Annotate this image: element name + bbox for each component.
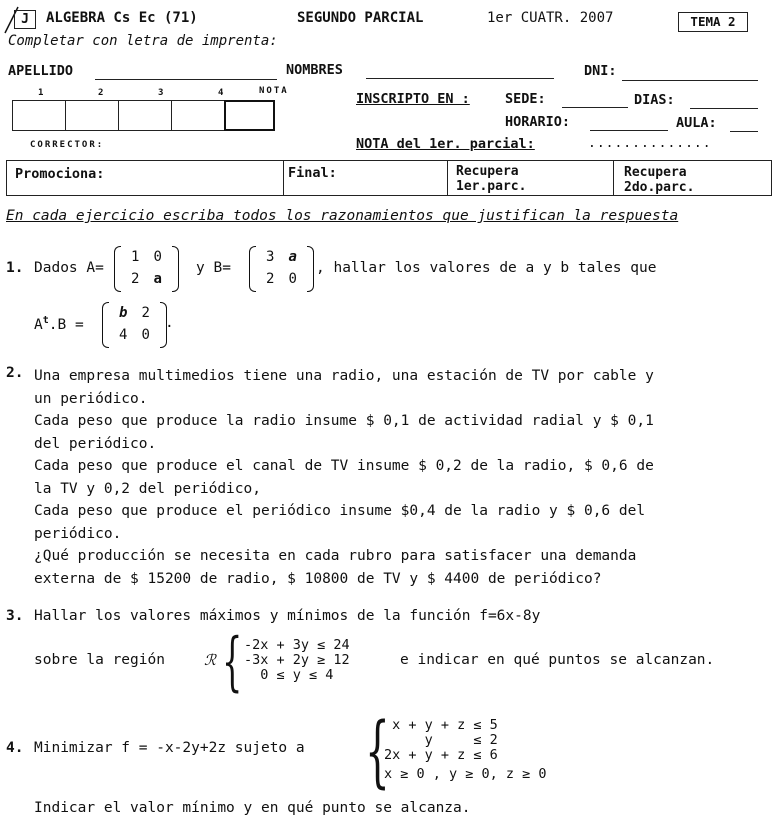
- recupera1-sublabel: 1er.parc.: [456, 179, 527, 194]
- exercise-1-text-y: y B=: [196, 260, 231, 276]
- constraint-system: [384, 718, 547, 782]
- recupera1-label: Recupera: [456, 164, 519, 179]
- status-divider: [283, 161, 284, 195]
- exercise-1-lhs: $A^t.B$ =: [34, 315, 84, 333]
- exercise-1-number: 1.: [6, 260, 24, 276]
- recupera2-label: Recupera: [624, 165, 687, 180]
- form-instruction: Completar con letra de imprenta:: [8, 33, 278, 49]
- grid-label-3: 3: [158, 88, 166, 98]
- matrix-a: 1 0 2 a: [114, 246, 179, 290]
- inscripto-label: INSCRIPTO EN :: [356, 91, 470, 107]
- region-symbol: ℛ: [204, 651, 216, 669]
- exercise-2-text: [34, 365, 654, 590]
- exercise-1-text-b: , hallar los valores de a y b tales que: [316, 260, 657, 276]
- exercise-2-line: ¿Qué producción se necesita en cada rubro para satisfacer una demanda: [34, 548, 637, 564]
- exercise-2-line: un periódico.: [34, 390, 148, 407]
- exercise-2-line: Cada peso que produce el canal de TV insume $ 0,2 de la radio, $ 0,6 de: [34, 458, 654, 474]
- matrix-b: 3 a 2 0: [249, 246, 314, 290]
- course-title: ALGEBRA Cs Ec (71): [46, 10, 198, 26]
- exam-title: SEGUNDO PARCIAL: [297, 10, 424, 26]
- nombres-field[interactable]: [366, 78, 554, 79]
- status-divider: [447, 161, 448, 195]
- exercise-3-number: 3.: [6, 608, 24, 624]
- grid-label-1: 1: [38, 88, 46, 98]
- exercise-3-tail: e indicar en qué puntos se alcanzan.: [400, 652, 715, 668]
- exercise-2-line: externa de $ 15200 de radio, $ 10800 de TV y $ 4400 de periódico?: [34, 570, 602, 587]
- nota-parcial-field[interactable]: ..............: [588, 136, 712, 151]
- exercise-3-text: Hallar los valores máximos y mínimos de la función f=6x-8y: [34, 608, 541, 624]
- constraint: 0 ≤ y ≤ 4: [244, 667, 334, 683]
- status-divider: [613, 161, 614, 195]
- exercise-2-line: periódico.: [34, 525, 122, 542]
- exercise-4-tail: Indicar el valor mínimo y en qué punto se alcanza.: [34, 800, 471, 816]
- constraint: y ≤ 2: [384, 732, 498, 748]
- dias-field[interactable]: [690, 108, 758, 109]
- exercise-1-text: Dados A=: [34, 260, 104, 276]
- promociona-label: Promociona:: [15, 166, 105, 182]
- grade-grid: [12, 100, 274, 132]
- exercise-2-line: Una empresa multimedios tiene una radio, una estación de TV por cable y: [34, 368, 654, 384]
- aula-label: AULA:: [676, 115, 717, 131]
- status-box: [6, 160, 772, 196]
- nota-parcial-label: NOTA del 1er. parcial:: [356, 136, 535, 152]
- sede-field[interactable]: [562, 107, 628, 108]
- dni-label: DNI:: [584, 63, 617, 79]
- exercise-4-text: Minimizar f = -x-2y+2z sujeto a: [34, 740, 305, 756]
- exercise-4-number: 4.: [6, 740, 24, 756]
- region-brace: {: [222, 625, 243, 699]
- constraint: -3x + 2y ≥ 12: [244, 652, 350, 668]
- nombres-label: NOMBRES: [286, 62, 343, 78]
- dias-label: DIAS:: [634, 92, 675, 108]
- apellido-label: APELLIDO: [8, 63, 74, 79]
- corrector-label: CORRECTOR:: [30, 140, 105, 150]
- constraint: -2x + 3y ≤ 24: [244, 637, 350, 653]
- region-system: [244, 638, 350, 683]
- aula-field[interactable]: [730, 131, 758, 132]
- tema-badge: J: [14, 10, 36, 29]
- horario-label: HORARIO:: [505, 114, 571, 130]
- sede-label: SEDE:: [505, 91, 546, 107]
- exercise-3-region-label: sobre la región: [34, 652, 165, 668]
- grid-label-nota: NOTA: [259, 86, 289, 96]
- exercise-2-line: Cada peso que produce el periódico insume $0,4 de la radio y $ 0,6 del: [34, 503, 646, 519]
- grid-label-4: 4: [218, 88, 226, 98]
- exercise-1-dot: .: [165, 315, 174, 331]
- exercise-2-line: la TV y 0,2 del periódico,: [34, 480, 261, 497]
- grade-cell-nota[interactable]: [224, 100, 275, 131]
- constraint-brace: {: [365, 707, 390, 797]
- exam-term: 1er CUATR. 2007: [487, 10, 614, 26]
- grade-cell-1[interactable]: [12, 100, 66, 131]
- instructions-line: En cada ejercicio escriba todos los razonamientos que justifican la respuesta: [6, 208, 679, 224]
- constraint: 2x + y + z ≤ 6: [384, 747, 498, 763]
- constraint: x + y + z ≤ 5: [384, 717, 498, 733]
- final-label: Final:: [288, 165, 337, 181]
- grid-label-2: 2: [98, 88, 106, 98]
- apellido-field[interactable]: [95, 79, 277, 80]
- exercise-2-line: del periódico.: [34, 435, 157, 452]
- exercise-2-number: 2.: [6, 365, 24, 381]
- horario-field[interactable]: [590, 130, 668, 131]
- dni-field[interactable]: [622, 80, 758, 81]
- exercise-2-line: Cada peso que produce la radio insume $ 0,1 de actividad radial y $ 0,1: [34, 413, 654, 429]
- grade-cell-2[interactable]: [65, 100, 119, 131]
- tema-label: TEMA 2: [678, 12, 748, 32]
- grade-cell-3[interactable]: [118, 100, 172, 131]
- matrix-c: b 2 4 0: [102, 302, 167, 346]
- constraint: x ≥ 0 , y ≥ 0, z ≥ 0: [384, 766, 547, 782]
- recupera2-sublabel: 2do.parc.: [624, 180, 695, 195]
- grade-cell-4[interactable]: [171, 100, 225, 131]
